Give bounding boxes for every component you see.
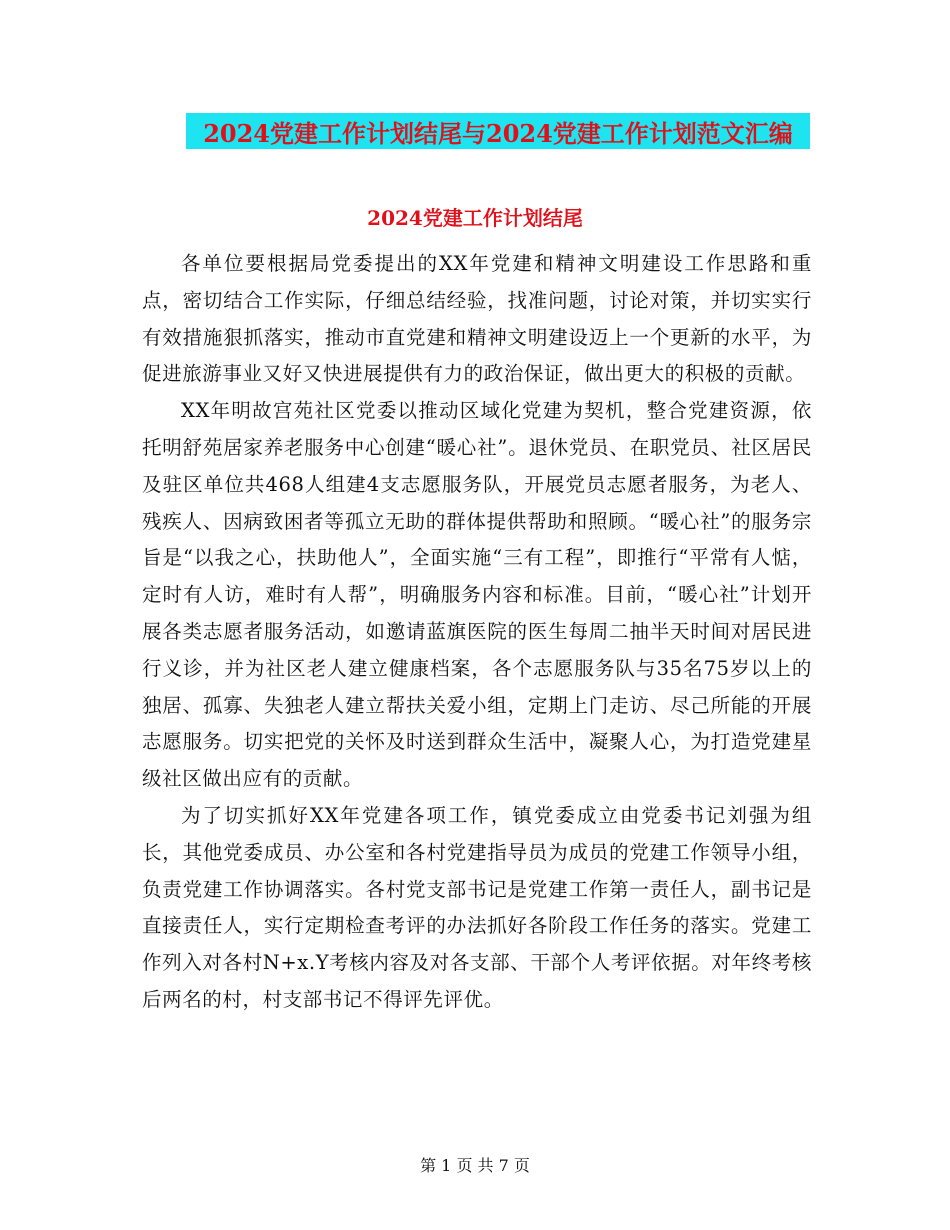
page-footer: 第 1 页 共 7 页 <box>420 1156 530 1175</box>
paragraph-1: 各单位要根据局党委提出的XX年党建和精神文明建设工作思路和重点，密切结合工作实际，仔细总结经验，找准问题，讨论对策，并切实实行有效措施狠抓落实，推动市直党建和精神文明建设迈上一个更新的水平，为促进旅游事业又好又快进展提供有力的政治保证，做出更大的积极的贡献。 <box>142 252 812 386</box>
body-text <box>142 246 812 1019</box>
main-title-highlight <box>186 113 810 149</box>
paragraph-2: XX年明故宫苑社区党委以推动区域化党建为契机，整合党建资源，依托明舒苑居家养老服务中心创建“暖心社”。退休党员、在职党员、社区居民及驻区单位共468人组建4支志愿服务队，开展党员志愿者服务，为老人、残疾人、因病致困者等孤立无助的群体提供帮助和照顾。“暖心社”的服务宗旨是“以我之心，扶助他人”，全面实施“三有工程”，即推行“平常有人惦，定时有人访，难时有人帮”，明确服务内容和标准。目前，“暖心社”计划开展各类志愿者服务活动，如邀请蓝旗医院的医生每周二抽半天时间对居民进行义诊，并为社区老人建立健康档案，各个志愿服务队与35名75岁以上的独居、孤寡、失独老人建立帮扶关爱小组，定期上门走访、尽己所能的开展志愿服务。切实把党的关怀及时送到群众生活中，凝聚人心，为打造党建星级社区做出应有的贡献。 <box>142 399 812 791</box>
section-title: 2024党建工作计划结尾 <box>367 206 583 230</box>
paragraph-3: 为了切实抓好XX年党建各项工作，镇党委成立由党委书记刘强为组长，其他党委成员、办公室和各村党建指导员为成员的党建工作领导小组，负责党建工作协调落实。各村党支部书记是党建工作第一责任人，副书记是直接责任人，实行定期检查考评的办法抓好各阶段工作任务的落实。党建工作列入对各村N+x.Y考核内容及对各支部、干部个人考评依据。对年终考核后两名的村，村支部书记不得评先评优。 <box>142 803 812 1011</box>
main-title: 2024党建工作计划结尾与2024党建工作计划范文汇编 <box>203 118 793 148</box>
